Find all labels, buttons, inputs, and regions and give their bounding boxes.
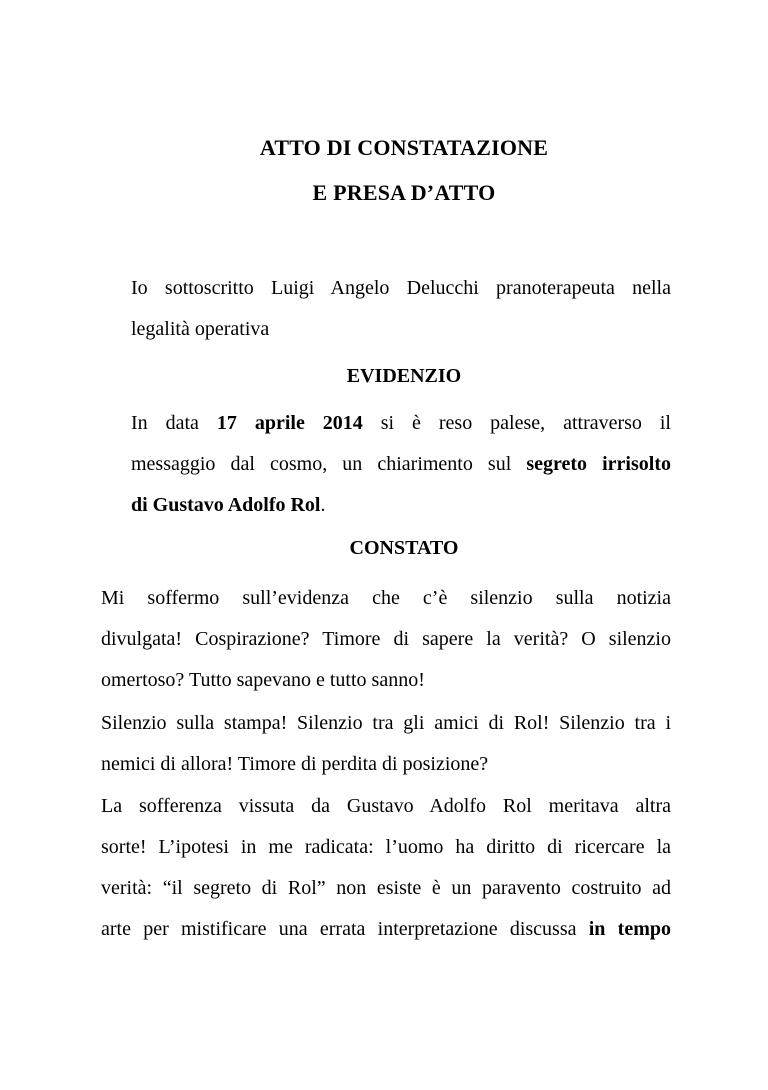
paragraph-2 — [101, 703, 671, 785]
p2-line-2: nemici di allora! Timore di perdita di posizione? — [101, 753, 489, 775]
evidenzio-period: . — [320, 494, 326, 516]
heading-evidenzio: EVIDENZIO — [346, 365, 462, 387]
paragraph-3 — [101, 786, 671, 950]
p3-bold-in-tempo: in tempo — [588, 918, 671, 940]
p3-line-2: sorte! L’ipotesi in me radicata: l’uomo ha diritto di ricercare la — [101, 836, 671, 858]
p1-line-3: omertoso? Tutto sapevano e tutto sanno! — [101, 669, 425, 691]
paragraph-1 — [101, 578, 671, 701]
intro-paragraph — [131, 268, 671, 350]
evidenzio-text-b: si è reso palese, attraverso il — [362, 412, 671, 434]
evidenzio-text-a: In data — [131, 412, 217, 434]
document-title-line-1: ATTO DI CONSTATAZIONE — [259, 135, 549, 160]
intro-line-2: legalità operativa — [131, 318, 270, 340]
document-title-line-2: E PRESA D’ATTO — [312, 180, 496, 205]
heading-constato: CONSTATO — [349, 537, 459, 559]
p1-line-1: Mi soffermo sull’evidenza che c’è silenzio sulla notizia — [101, 587, 671, 609]
evidenzio-line-3 — [131, 485, 671, 526]
evidenzio-bold-segreto: segreto irrisolto — [526, 453, 671, 475]
evidenzio-text-c: messaggio dal cosmo, un chiarimento sul — [131, 453, 527, 475]
p3-line-1: La sofferenza vissuta da Gustavo Adolfo Rol meritava altra — [101, 795, 671, 817]
p3-line-4 — [101, 909, 671, 950]
p3-line-3: verità: “il segreto di Rol” non esiste è un paravento costruito ad — [101, 877, 671, 899]
evidenzio-line-1 — [131, 403, 671, 444]
p1-line-2: divulgata! Cospirazione? Timore di sapere la verità? O silenzio — [101, 628, 671, 650]
p2-line-1: Silenzio sulla stampa! Silenzio tra gli amici di Rol! Silenzio tra i — [101, 712, 671, 734]
p3-line-4-text: arte per mistificare una errata interpretazione discussa — [101, 918, 589, 940]
evidenzio-date: 17 aprile 2014 — [216, 412, 363, 434]
evidenzio-bold-rol: di Gustavo Adolfo Rol — [131, 494, 321, 516]
evidenzio-paragraph — [131, 403, 671, 526]
evidenzio-line-2 — [131, 444, 671, 485]
intro-line-1: Io sottoscritto Luigi Angelo Delucchi pranoterapeuta nella — [131, 277, 671, 299]
